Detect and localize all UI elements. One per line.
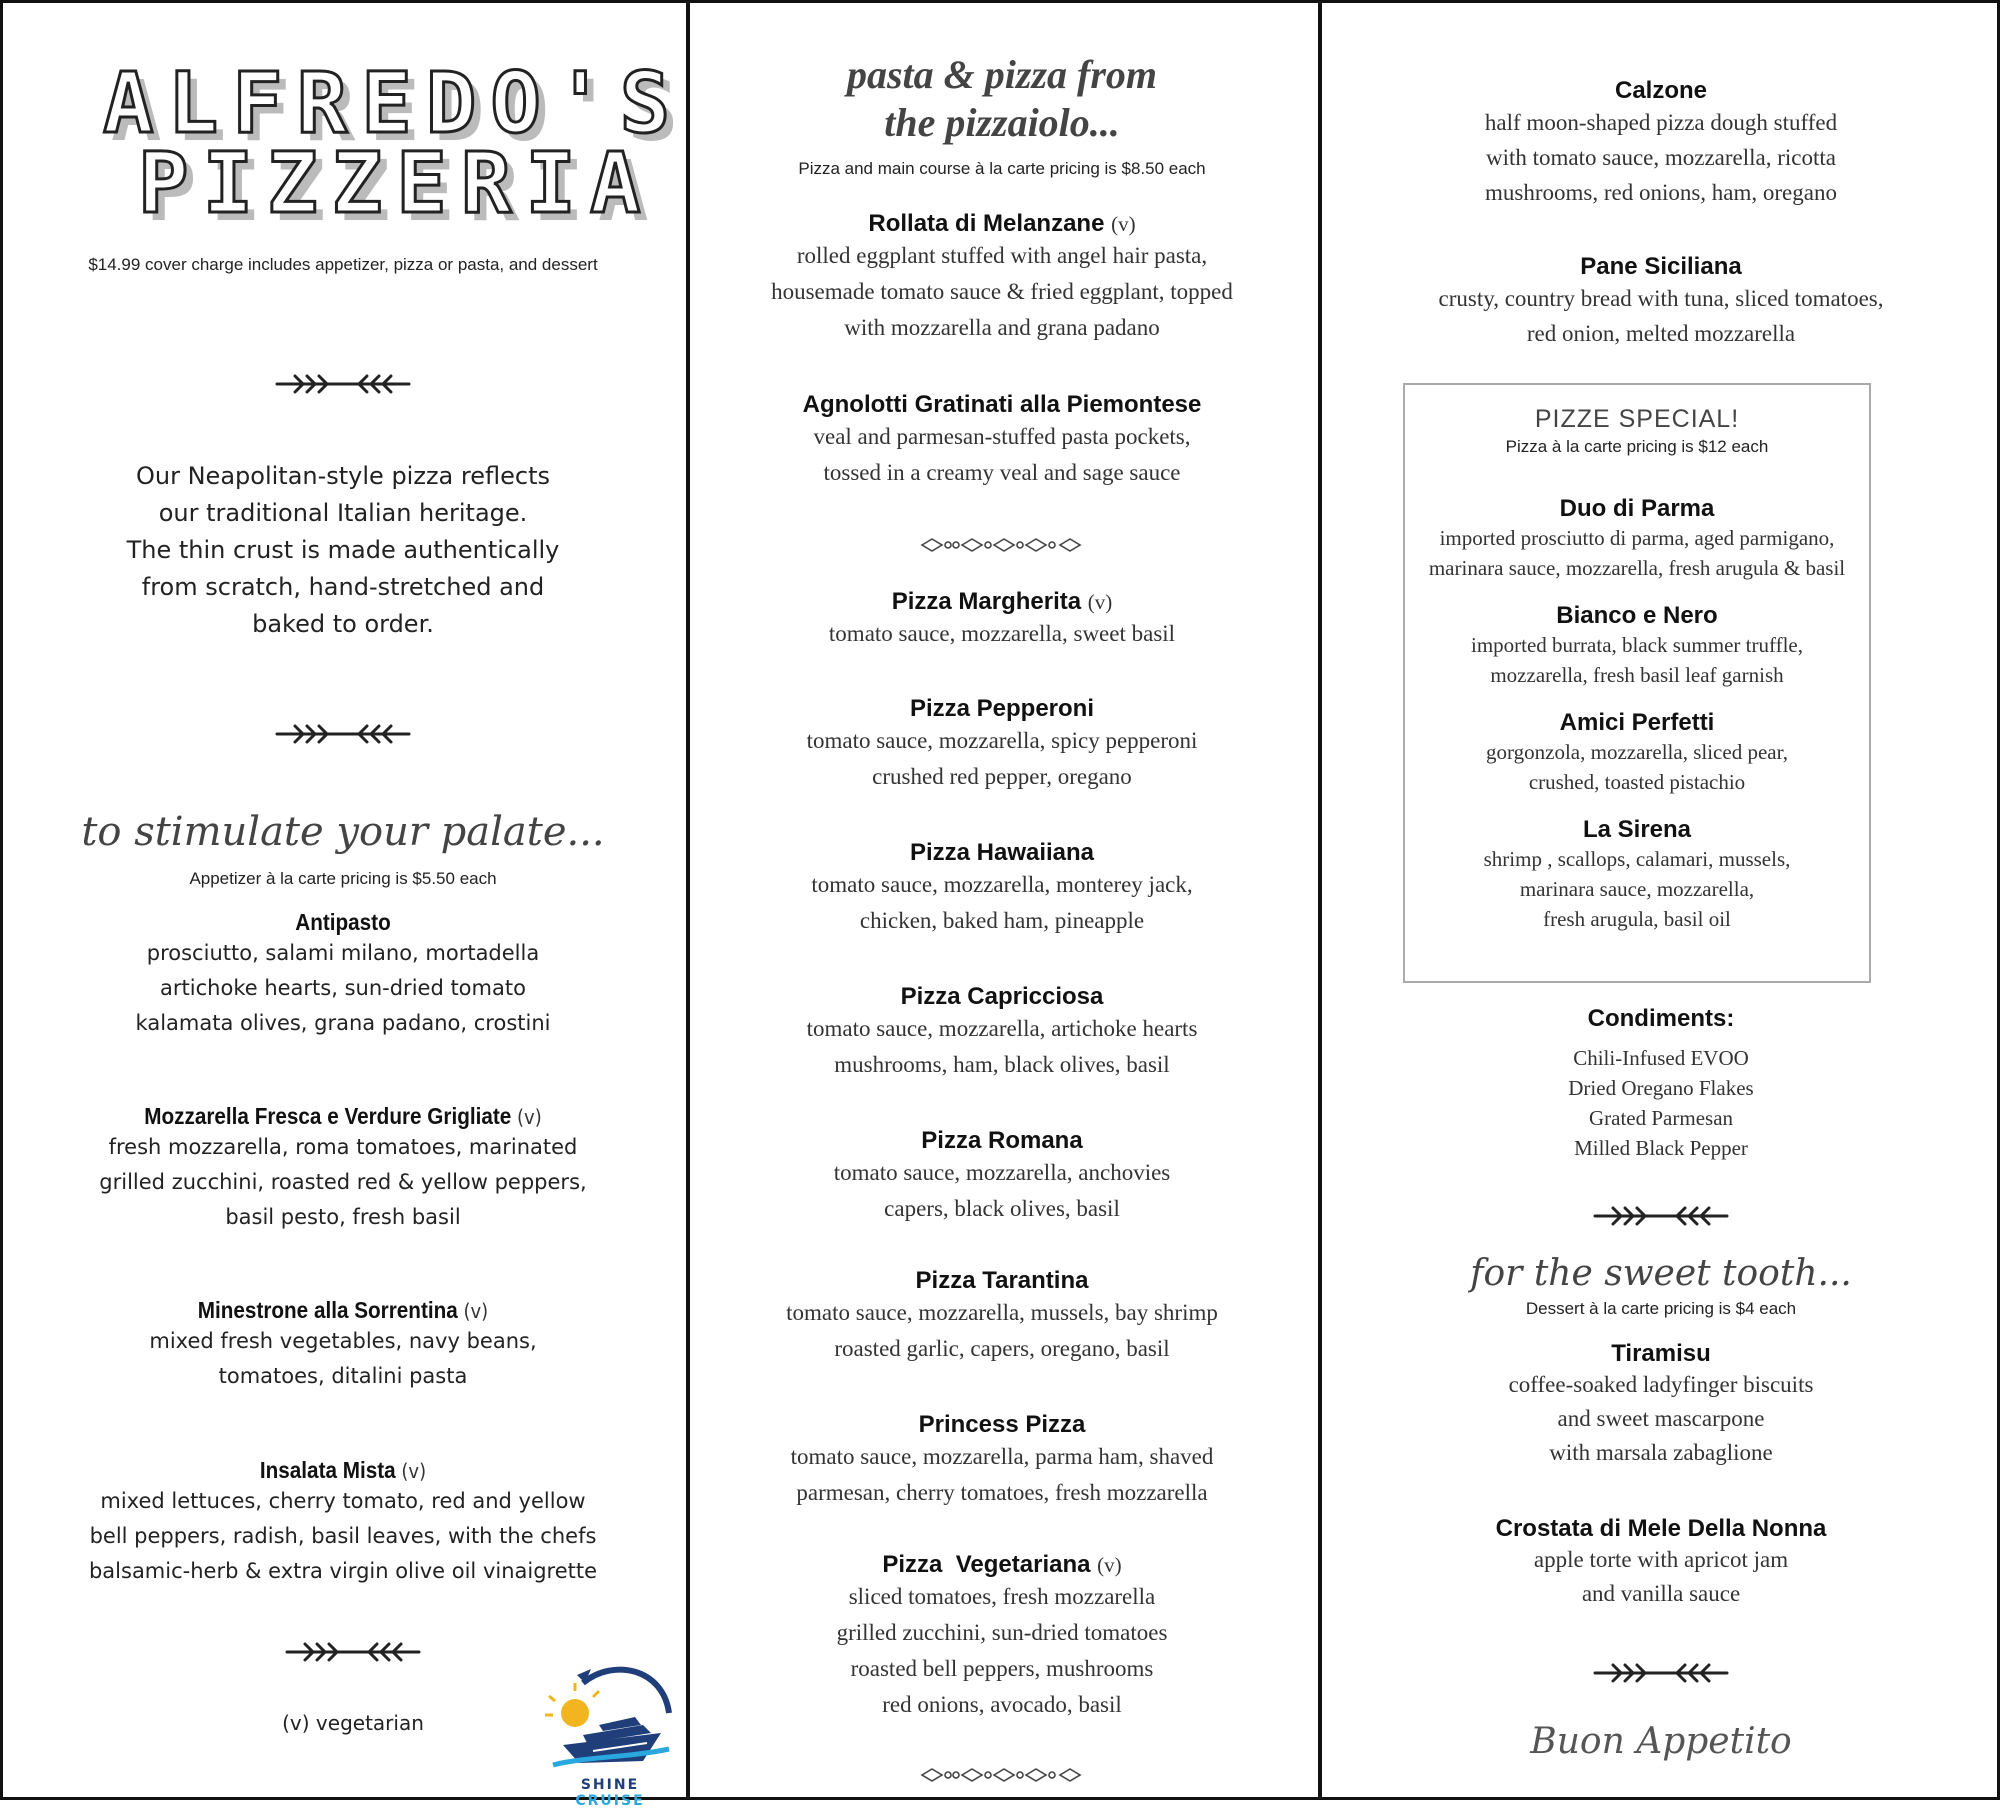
condiments-list bbox=[1322, 1043, 2000, 1163]
middle-column bbox=[686, 3, 1314, 1797]
menu-item bbox=[690, 1551, 1314, 1723]
dish-desc: imported burrata, black summer truffle, mozzarella, fresh basil leaf garnish bbox=[1470, 633, 1803, 687]
dish-desc: gorgonzola, mozzarella, sliced pear, crushed, toasted pistachio bbox=[1486, 740, 1788, 794]
vegetarian-marker: (v) bbox=[517, 1105, 542, 1129]
special-pricing-note: Pizza à la carte pricing is $12 each bbox=[1505, 437, 1769, 456]
condiment-item: Dried Oregano Flakes bbox=[1568, 1076, 1754, 1100]
dish-name: Mozzarella Fresca e Verdure Grigliate (v) bbox=[144, 1103, 542, 1129]
divider-flourish bbox=[3, 721, 683, 752]
flourish-icon bbox=[1591, 1660, 1731, 1686]
vegetarian-marker: (v) bbox=[1097, 1553, 1122, 1577]
dish-name: Antipasto bbox=[295, 909, 391, 935]
dish-desc: tomato sauce, mozzarella, sweet basil bbox=[828, 621, 1176, 646]
vegetarian-marker: (v) bbox=[463, 1299, 489, 1323]
dish-name: Duo di Parma bbox=[1559, 495, 1715, 522]
dish-name: Rollata di Melanzane (v) bbox=[868, 210, 1136, 237]
menu-item bbox=[1405, 602, 1869, 690]
menu-item bbox=[3, 1103, 683, 1235]
dish-name: Pizza Capricciosa bbox=[900, 983, 1104, 1010]
dish-name: Agnolotti Gratinati alla Piemontese bbox=[802, 391, 1202, 418]
cruise-ship-icon bbox=[543, 1653, 677, 1773]
dish-name: Minestrone alla Sorrentina (v) bbox=[197, 1297, 489, 1323]
menu-item bbox=[1405, 816, 1869, 934]
pizze-special-box bbox=[1403, 383, 1871, 983]
menu-item bbox=[690, 1127, 1314, 1227]
dish-desc: veal and parmesan-stuffed pasta pockets, tossed in a creamy veal and sage sauce bbox=[813, 424, 1191, 485]
menu-item bbox=[690, 391, 1314, 491]
dessert-pricing-note: Dessert à la carte pricing is $4 each bbox=[1525, 1299, 1797, 1318]
divider-flourish bbox=[3, 371, 683, 402]
divider-flourish bbox=[1322, 1660, 2000, 1691]
logo-line-1: ALFREDO'S bbox=[103, 54, 685, 152]
dish-desc: half moon-shaped pizza dough stuffed with tomato sauce, mozzarella, ricotta mushrooms, red onions, ham, oregano bbox=[1484, 110, 1838, 205]
dish-name: Bianco e Nero bbox=[1556, 602, 1718, 629]
cover-charge-note: $14.99 cover charge includes appetizer, pizza or pasta, and dessert bbox=[88, 255, 598, 274]
menu-item bbox=[690, 588, 1314, 652]
condiment-item: Milled Black Pepper bbox=[1574, 1136, 1748, 1160]
pizza-pricing-note: Pizza and main course à la carte pricing is $8.50 each bbox=[798, 159, 1206, 178]
dish-name: Pizza Romana bbox=[921, 1127, 1083, 1154]
appetizer-pricing-note: Appetizer à la carte pricing is $5.50 each bbox=[189, 869, 497, 888]
dish-name: Pizza Hawaiiana bbox=[909, 839, 1095, 866]
divider-flourish bbox=[283, 1639, 423, 1670]
dish-desc: fresh mozzarella, roma tomatoes, marinated grilled zucchini, roasted red & yellow peppers, basil pesto, fresh basil bbox=[99, 1135, 587, 1229]
menu-item bbox=[3, 909, 683, 1041]
dish-desc: imported prosciutto di parma, aged parmigano, marinara sauce, mozzarella, fresh arugula & basil bbox=[1428, 526, 1846, 580]
dish-desc: coffee-soaked ladyfinger biscuits and sweet mascarpone with marsala zabaglione bbox=[1508, 1372, 1814, 1465]
vegetarian-legend: (v) vegetarian bbox=[282, 1711, 424, 1735]
menu-item bbox=[3, 1457, 683, 1589]
left-column bbox=[3, 3, 685, 1809]
menu-item bbox=[1322, 1340, 2000, 1470]
intro-line: The thin crust is made authentically bbox=[126, 536, 560, 564]
menu-item bbox=[3, 1297, 683, 1394]
dish-name: Pizza Pepperoni bbox=[909, 695, 1095, 722]
menu-item bbox=[690, 1267, 1314, 1367]
intro-paragraph bbox=[3, 458, 683, 643]
dish-desc: rolled eggplant stuffed with angel hair pasta, housemade tomato sauce & fried eggplant, topped with mozzarella and grana padano bbox=[771, 243, 1233, 340]
intro-line: from scratch, hand-stretched and bbox=[141, 573, 545, 601]
brand-name: SHINE CRUISE bbox=[575, 1777, 645, 1809]
dish-desc: tomato sauce, mozzarella, monterey jack, chicken, baked ham, pineapple bbox=[811, 872, 1193, 933]
dish-desc: tomato sauce, mozzarella, spicy pepperoni crushed red pepper, oregano bbox=[806, 728, 1198, 789]
flourish-icon bbox=[283, 1639, 423, 1665]
dish-name: Crostata di Mele Della Nonna bbox=[1495, 1515, 1827, 1542]
intro-line: baked to order. bbox=[252, 610, 434, 638]
dish-name: La Sirena bbox=[1582, 816, 1692, 843]
right-column bbox=[1318, 3, 2000, 1797]
shine-cruise-logo bbox=[543, 1653, 677, 1809]
menu-item bbox=[1322, 1515, 2000, 1611]
dish-desc: tomato sauce, mozzarella, artichoke hearts mushrooms, ham, black olives, basil bbox=[806, 1016, 1198, 1077]
condiment-item: Grated Parmesan bbox=[1588, 1106, 1734, 1130]
divider-diamonds bbox=[690, 1765, 1314, 1790]
menu-item bbox=[1405, 495, 1869, 583]
closing-message: Buon Appetito bbox=[1530, 1721, 1792, 1762]
condiment-item: Chili-Infused EVOO bbox=[1573, 1046, 1749, 1070]
dessert-section-title: for the sweet tooth... bbox=[1470, 1253, 1852, 1294]
appetizer-section-title: to stimulate your palate... bbox=[81, 809, 605, 855]
dish-desc: mixed lettuces, cherry tomato, red and yellow bell peppers, radish, basil leaves, with the chefs balsamic-herb & extra virgin olive oil vinaigrette bbox=[88, 1489, 598, 1583]
dish-name: Pizza Vegetariana (v) bbox=[882, 1551, 1122, 1578]
menu-item bbox=[690, 1411, 1314, 1511]
divider-diamonds bbox=[690, 535, 1314, 560]
vegetarian-marker: (v) bbox=[1087, 590, 1113, 614]
diamond-chain-icon bbox=[920, 1765, 1084, 1785]
dish-name: Princess Pizza bbox=[918, 1411, 1086, 1438]
divider-flourish bbox=[1322, 1203, 2000, 1234]
vegetarian-marker: (v) bbox=[401, 1459, 427, 1483]
flourish-icon bbox=[273, 721, 413, 747]
logo-line-2: PIZZERIA bbox=[138, 134, 655, 232]
dish-desc: shrimp , scallops, calamari, mussels, marinara sauce, mozzarella, fresh arugula, basil oil bbox=[1483, 847, 1791, 931]
dish-name: Amici Perfetti bbox=[1559, 709, 1715, 736]
menu-item bbox=[1405, 709, 1869, 797]
vegetarian-marker: (v) bbox=[1111, 212, 1136, 236]
dish-desc: mixed fresh vegetables, navy beans, tomatoes, ditalini pasta bbox=[149, 1329, 537, 1388]
intro-line: Our Neapolitan-style pizza reflects bbox=[136, 462, 550, 490]
dish-desc: tomato sauce, mozzarella, mussels, bay shrimp roasted garlic, capers, oregano, basil bbox=[786, 1300, 1218, 1361]
dish-desc: apple torte with apricot jam and vanilla sauce bbox=[1533, 1547, 1789, 1606]
flourish-icon bbox=[1591, 1203, 1731, 1229]
flourish-icon bbox=[273, 371, 413, 397]
intro-line: our traditional Italian heritage. bbox=[158, 499, 528, 527]
dish-name: Calzone bbox=[1614, 77, 1707, 104]
dish-desc: tomato sauce, mozzarella, anchovies capers, black olives, basil bbox=[833, 1160, 1171, 1221]
condiments-title: Condiments: bbox=[1587, 1005, 1735, 1032]
dish-desc: sliced tomatoes, fresh mozzarella grilled zucchini, sun-dried tomatoes roasted bell peppers, mushrooms red onions, avocado, basil bbox=[836, 1584, 1168, 1717]
menu-item bbox=[690, 695, 1314, 795]
dish-desc: tomato sauce, mozzarella, parma ham, shaved parmesan, cherry tomatoes, fresh mozzarella bbox=[790, 1444, 1214, 1505]
diamond-chain-icon bbox=[920, 535, 1084, 555]
dish-name: Pizza Tarantina bbox=[915, 1267, 1089, 1294]
menu-item bbox=[690, 210, 1314, 346]
dish-name: Pizza Margherita (v) bbox=[891, 588, 1113, 615]
menu-item bbox=[690, 839, 1314, 939]
menu-item bbox=[690, 983, 1314, 1083]
dish-name: Tiramisu bbox=[1611, 1340, 1711, 1367]
menu-item bbox=[1322, 253, 2000, 351]
dish-name: Insalata Mista (v) bbox=[259, 1457, 427, 1483]
dish-desc: prosciutto, salami milano, mortadella artichoke hearts, sun-dried tomato kalamata olives, grana padano, crostini bbox=[135, 941, 551, 1035]
pizza-section-title: pasta & pizza from the pizzaiolo... bbox=[846, 52, 1158, 145]
special-title: PIZZE SPECIAL! bbox=[1534, 405, 1740, 433]
menu-item bbox=[1322, 77, 2000, 210]
dish-desc: crusty, country bread with tuna, sliced tomatoes, red onion, melted mozzarella bbox=[1438, 286, 1884, 346]
dish-name: Pane Siciliana bbox=[1580, 253, 1742, 280]
